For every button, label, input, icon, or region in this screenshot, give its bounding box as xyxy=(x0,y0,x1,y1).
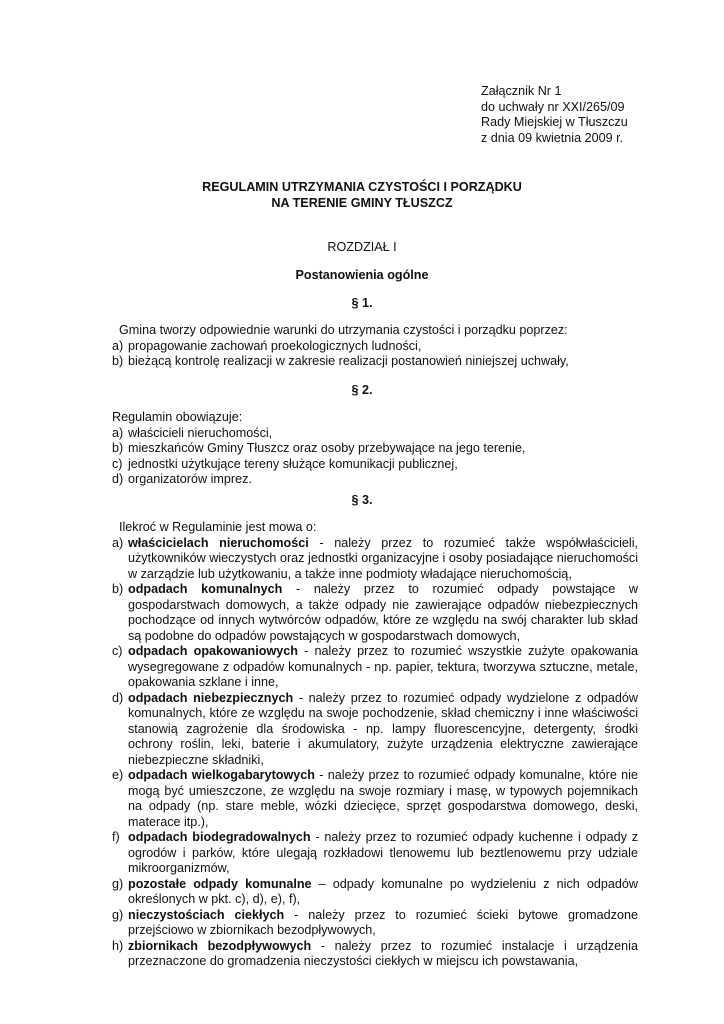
definition-text: – odpady komunalne po wydzieleniu z nich odpadów określonych w pkt. c), d), e), f), xyxy=(128,876,638,906)
definition-term: odpadach biodegradowalnych xyxy=(128,830,311,844)
section-heading: § 1. xyxy=(351,296,373,310)
chapter-title: Postanowienia ogólne xyxy=(295,268,429,282)
title-line-2: NA TERENIE GMINY TŁUSZCZ xyxy=(271,195,453,210)
definition-item xyxy=(112,768,638,830)
definition-text: - należy przez to rozumieć instalacje i urządzenia przeznaczone do gromadzenia nieczystości ciekłych w miejscu ich powstawania, xyxy=(128,938,638,968)
item-text: propagowanie zachowań proekologicznych ludności, xyxy=(128,338,422,353)
list-item xyxy=(112,354,638,370)
item-marker: a) xyxy=(112,338,124,353)
definition-term: zbiornikach bezodpływowych xyxy=(128,938,312,953)
attachment-line: Załącznik Nr 1 xyxy=(481,84,562,98)
title-line-1: REGULAMIN UTRZYMANIA CZYSTOŚCI I PORZĄDKU xyxy=(202,180,522,194)
definition-item xyxy=(112,691,638,769)
definition-item xyxy=(112,536,638,583)
definition-text: - należy przez to rozumieć odpady powstające w gospodarstwach domowych, a także odpady nie zawierające odpadów niebezpiecznych pochodzące od innych wytwórców odpadów, które ze względu na swój charakter lub skład są podobne do odpadów powstających w gospodarstwach domowych, xyxy=(128,582,638,643)
list-item xyxy=(112,472,638,488)
definition-item xyxy=(112,830,638,877)
section-intro: Gmina tworzy odpowiednie warunki do utrzymania czystości i porządku poprzez: xyxy=(112,323,568,337)
definition-text: - należy przez to rozumieć odpady wydzielone z odpadów komunalnych, które ze względu na swoje pochodzenie, skład chemiczny i inne właściwości stanowią zagrożenie dla środowiska - np. lampy fluorescencyjne, detergenty, środki ochrony roślin, leki, baterie i akumulatory, zużyte urządzenia elektryczne zawierające niebezpieczne składniki, xyxy=(128,690,638,767)
item-marker: a) xyxy=(112,425,124,440)
definition-text: - należy przez to rozumieć także współwłaścicieli, użytkowników wieczystych oraz jednostki organizacyjne i osoby posiadające nieruchomości w zarządzie lub użytkowaniu, a także inne podmioty władające nieruchomością, xyxy=(128,535,638,581)
definition-text: - należy przez to rozumieć odpady komunalne, które nie mogą być umieszczone, ze względu na swoje rozmiary i masę, w typowych pojemnikach na odpady (np. stare meble, wózki dziecięce, sprzęt gospodarstwa domowego, deski, materace itp.), xyxy=(128,768,638,829)
section-intro: Regulamin obowiązuje: xyxy=(112,410,243,424)
definition-text: - należy przez to rozumieć ścieki bytowe gromadzone przejściowo w zbiornikach bezodpływowych, xyxy=(128,907,638,937)
definition-term: odpadach wielkogabarytowych xyxy=(128,768,315,782)
attachment-line: do uchwały nr XXI/265/09 xyxy=(481,99,625,114)
definition-term: właścicielach nieruchomości xyxy=(128,535,309,550)
section-intro: Ilekroć w Regulaminie jest mowa o: xyxy=(112,520,317,534)
item-marker: c) xyxy=(112,456,123,471)
item-text: mieszkańców Gminy Tłuszcz oraz osoby przebywające na jego terenie, xyxy=(128,441,526,455)
list-item xyxy=(112,339,638,355)
section-2-body xyxy=(112,410,638,488)
item-marker: c) xyxy=(112,644,123,658)
definition-text: - należy przez to rozumieć wszystkie zużyte opakowania wysegregowane z odpadów komunalnych - np. papier, tektura, tworzywa sztuczne, metale, opakowania szklane i inne, xyxy=(128,644,638,689)
list-item xyxy=(112,426,638,442)
item-text: jednostki użytkujące tereny służące komunikacji publicznej, xyxy=(128,456,458,471)
definition-text: - należy przez to rozumieć odpady kuchenne i odpady z ogrodów i parków, które ulegają rozkładowi tlenowemu lub beztlenowemu przy udziale mikroorganizmów, xyxy=(128,830,638,875)
attachment-line: Rady Miejskiej w Tłuszczu xyxy=(481,115,628,129)
item-marker: h) xyxy=(112,938,124,953)
definition-term: odpadach komunalnych xyxy=(128,582,283,596)
chapter-heading: ROZDZIAŁ I xyxy=(327,240,397,254)
section-1-body xyxy=(112,323,638,370)
list-item xyxy=(112,441,638,457)
definition-item xyxy=(112,939,638,970)
item-marker: f) xyxy=(112,830,120,844)
document-title xyxy=(0,180,724,211)
item-marker: g) xyxy=(112,876,124,891)
definition-term: pozostałe odpady komunalne xyxy=(128,876,312,891)
definition-item xyxy=(112,644,638,691)
section-heading: § 2. xyxy=(351,383,373,397)
item-marker: d) xyxy=(112,690,124,705)
definition-term: odpadach niebezpiecznych xyxy=(128,690,294,705)
list-item xyxy=(112,457,638,473)
attachment-note xyxy=(481,84,628,146)
definition-term: odpadach opakowaniowych xyxy=(128,644,298,658)
item-marker: e) xyxy=(112,768,124,782)
section-heading: § 3. xyxy=(351,493,373,507)
item-text: bieżącą kontrolę realizacji w zakresie realizacji postanowień niniejszej uchwały, xyxy=(128,354,569,368)
item-text: właścicieli nieruchomości, xyxy=(128,425,273,440)
item-marker: d) xyxy=(112,472,124,486)
attachment-line: z dnia 09 kwietnia 2009 r. xyxy=(481,130,624,145)
item-marker: b) xyxy=(112,441,124,455)
item-marker: a) xyxy=(112,535,124,550)
definition-item xyxy=(112,582,638,644)
item-marker: b) xyxy=(112,582,124,596)
section-3-body xyxy=(112,520,638,970)
item-text: organizatorów imprez. xyxy=(128,472,252,486)
item-marker: g) xyxy=(112,907,124,922)
definition-term: nieczystościach ciekłych xyxy=(128,907,285,922)
definition-item xyxy=(112,877,638,908)
definition-item xyxy=(112,908,638,939)
item-marker: b) xyxy=(112,354,124,368)
